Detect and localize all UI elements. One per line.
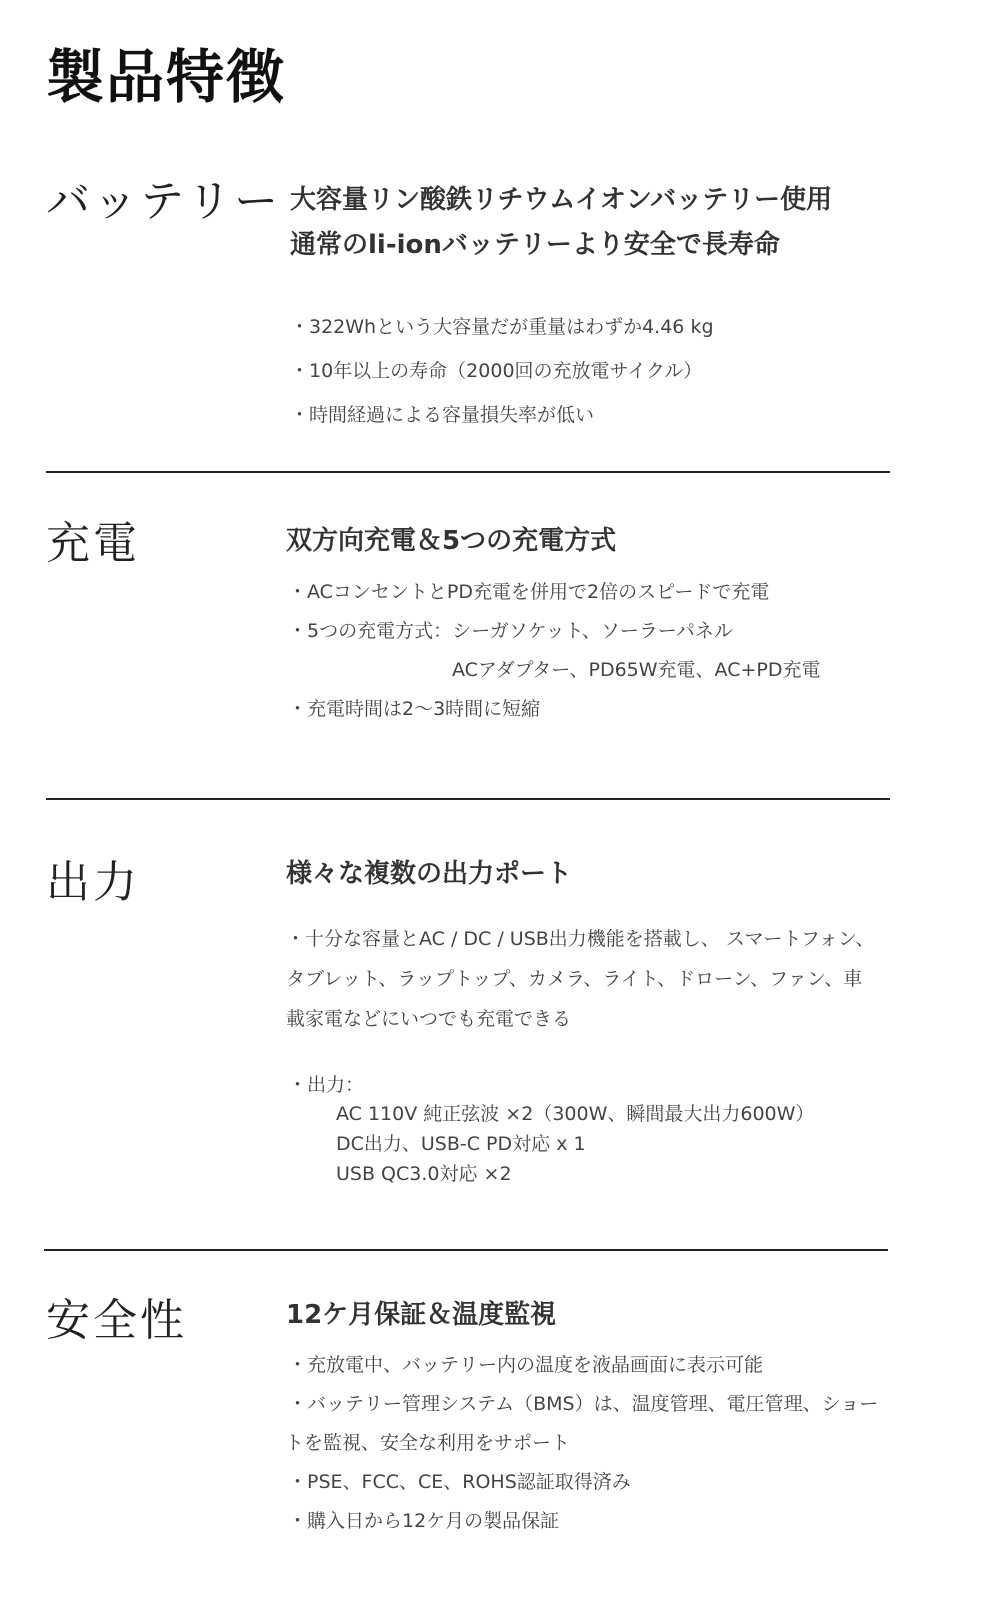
list-item: ・購入日から12ケ月の製品保証 xyxy=(288,1510,560,1532)
charging-feature-list xyxy=(288,573,821,729)
section-divider xyxy=(44,1249,888,1251)
output-description-line: タブレット、ラップトップ、カメラ、ライト、ドローン、ファン、車 xyxy=(286,968,863,990)
section-divider xyxy=(46,471,890,473)
charging-headline xyxy=(286,519,616,564)
section-divider xyxy=(46,798,890,800)
charging-headline-text: 双方向充電＆5つの充電方式 xyxy=(286,526,617,556)
page-title: 製品特徴 xyxy=(46,43,287,111)
output-description-line: 載家電などにいつでも充電できる xyxy=(286,1008,572,1030)
list-item: USB QC3.0対応 ×2 xyxy=(336,1163,512,1185)
safety-headline xyxy=(286,1293,556,1338)
output-description-line: ・十分な容量とAC / DC / USB出力機能を搭載し、 スマートフォン、 xyxy=(286,928,875,950)
output-section-title: 出力 xyxy=(46,857,140,908)
list-item: ・322Whという大容量だが重量はわずか4.46 kg xyxy=(290,316,714,338)
list-item: DC出力、USB-C PD対応 x 1 xyxy=(336,1133,586,1155)
battery-headline-line-1: 大容量リン酸鉄リチウムイオンバッテリー使用 xyxy=(290,185,833,215)
list-item: ACアダプター、PD65W充電、AC+PD充電 xyxy=(452,659,821,681)
list-item: トを監視、安全な利用をサポート xyxy=(285,1432,571,1454)
list-item: ・10年以上の寿命（2000回の充放電サイクル） xyxy=(290,360,703,382)
list-item: ・時間経過による容量損失率が低い xyxy=(290,404,595,426)
output-port-list xyxy=(336,1099,814,1189)
battery-section-title: バッテリー xyxy=(46,176,281,227)
list-item: ・PSE、FCC、CE、ROHS認証取得済み xyxy=(288,1471,631,1493)
battery-headline-line-2: 通常のli-ionバッテリーより安全で長寿命 xyxy=(290,230,780,260)
output-headline xyxy=(286,852,572,897)
list-item: ・バッテリー管理システム（BMS）は、温度管理、電圧管理、ショー xyxy=(288,1393,879,1415)
output-ports-label: ・出力： xyxy=(288,1074,365,1096)
list-item: ・ACコンセントとPD充電を併用で2倍のスピードで充電 xyxy=(288,581,770,603)
safety-headline-text: 12ケ月保証＆温度監視 xyxy=(286,1300,557,1330)
list-item: ・充放電中、バッテリー内の温度を液晶画面に表示可能 xyxy=(288,1354,764,1376)
battery-headline xyxy=(290,178,832,268)
list-item: ・充電時間は2～3時間に短縮 xyxy=(288,698,541,720)
list-item: ・5つの充電方式：シーガソケット、ソーラーパネル xyxy=(288,620,733,642)
battery-feature-list xyxy=(290,305,714,437)
list-item: AC 110V 純正弦波 ×2（300W、瞬間最大出力600W） xyxy=(336,1103,815,1125)
safety-section-title: 安全性 xyxy=(46,1295,187,1346)
safety-feature-list xyxy=(285,1346,879,1541)
output-description xyxy=(286,919,890,1039)
charging-section-title: 充電 xyxy=(46,518,140,569)
output-headline-text: 様々な複数の出力ポート xyxy=(286,859,573,889)
